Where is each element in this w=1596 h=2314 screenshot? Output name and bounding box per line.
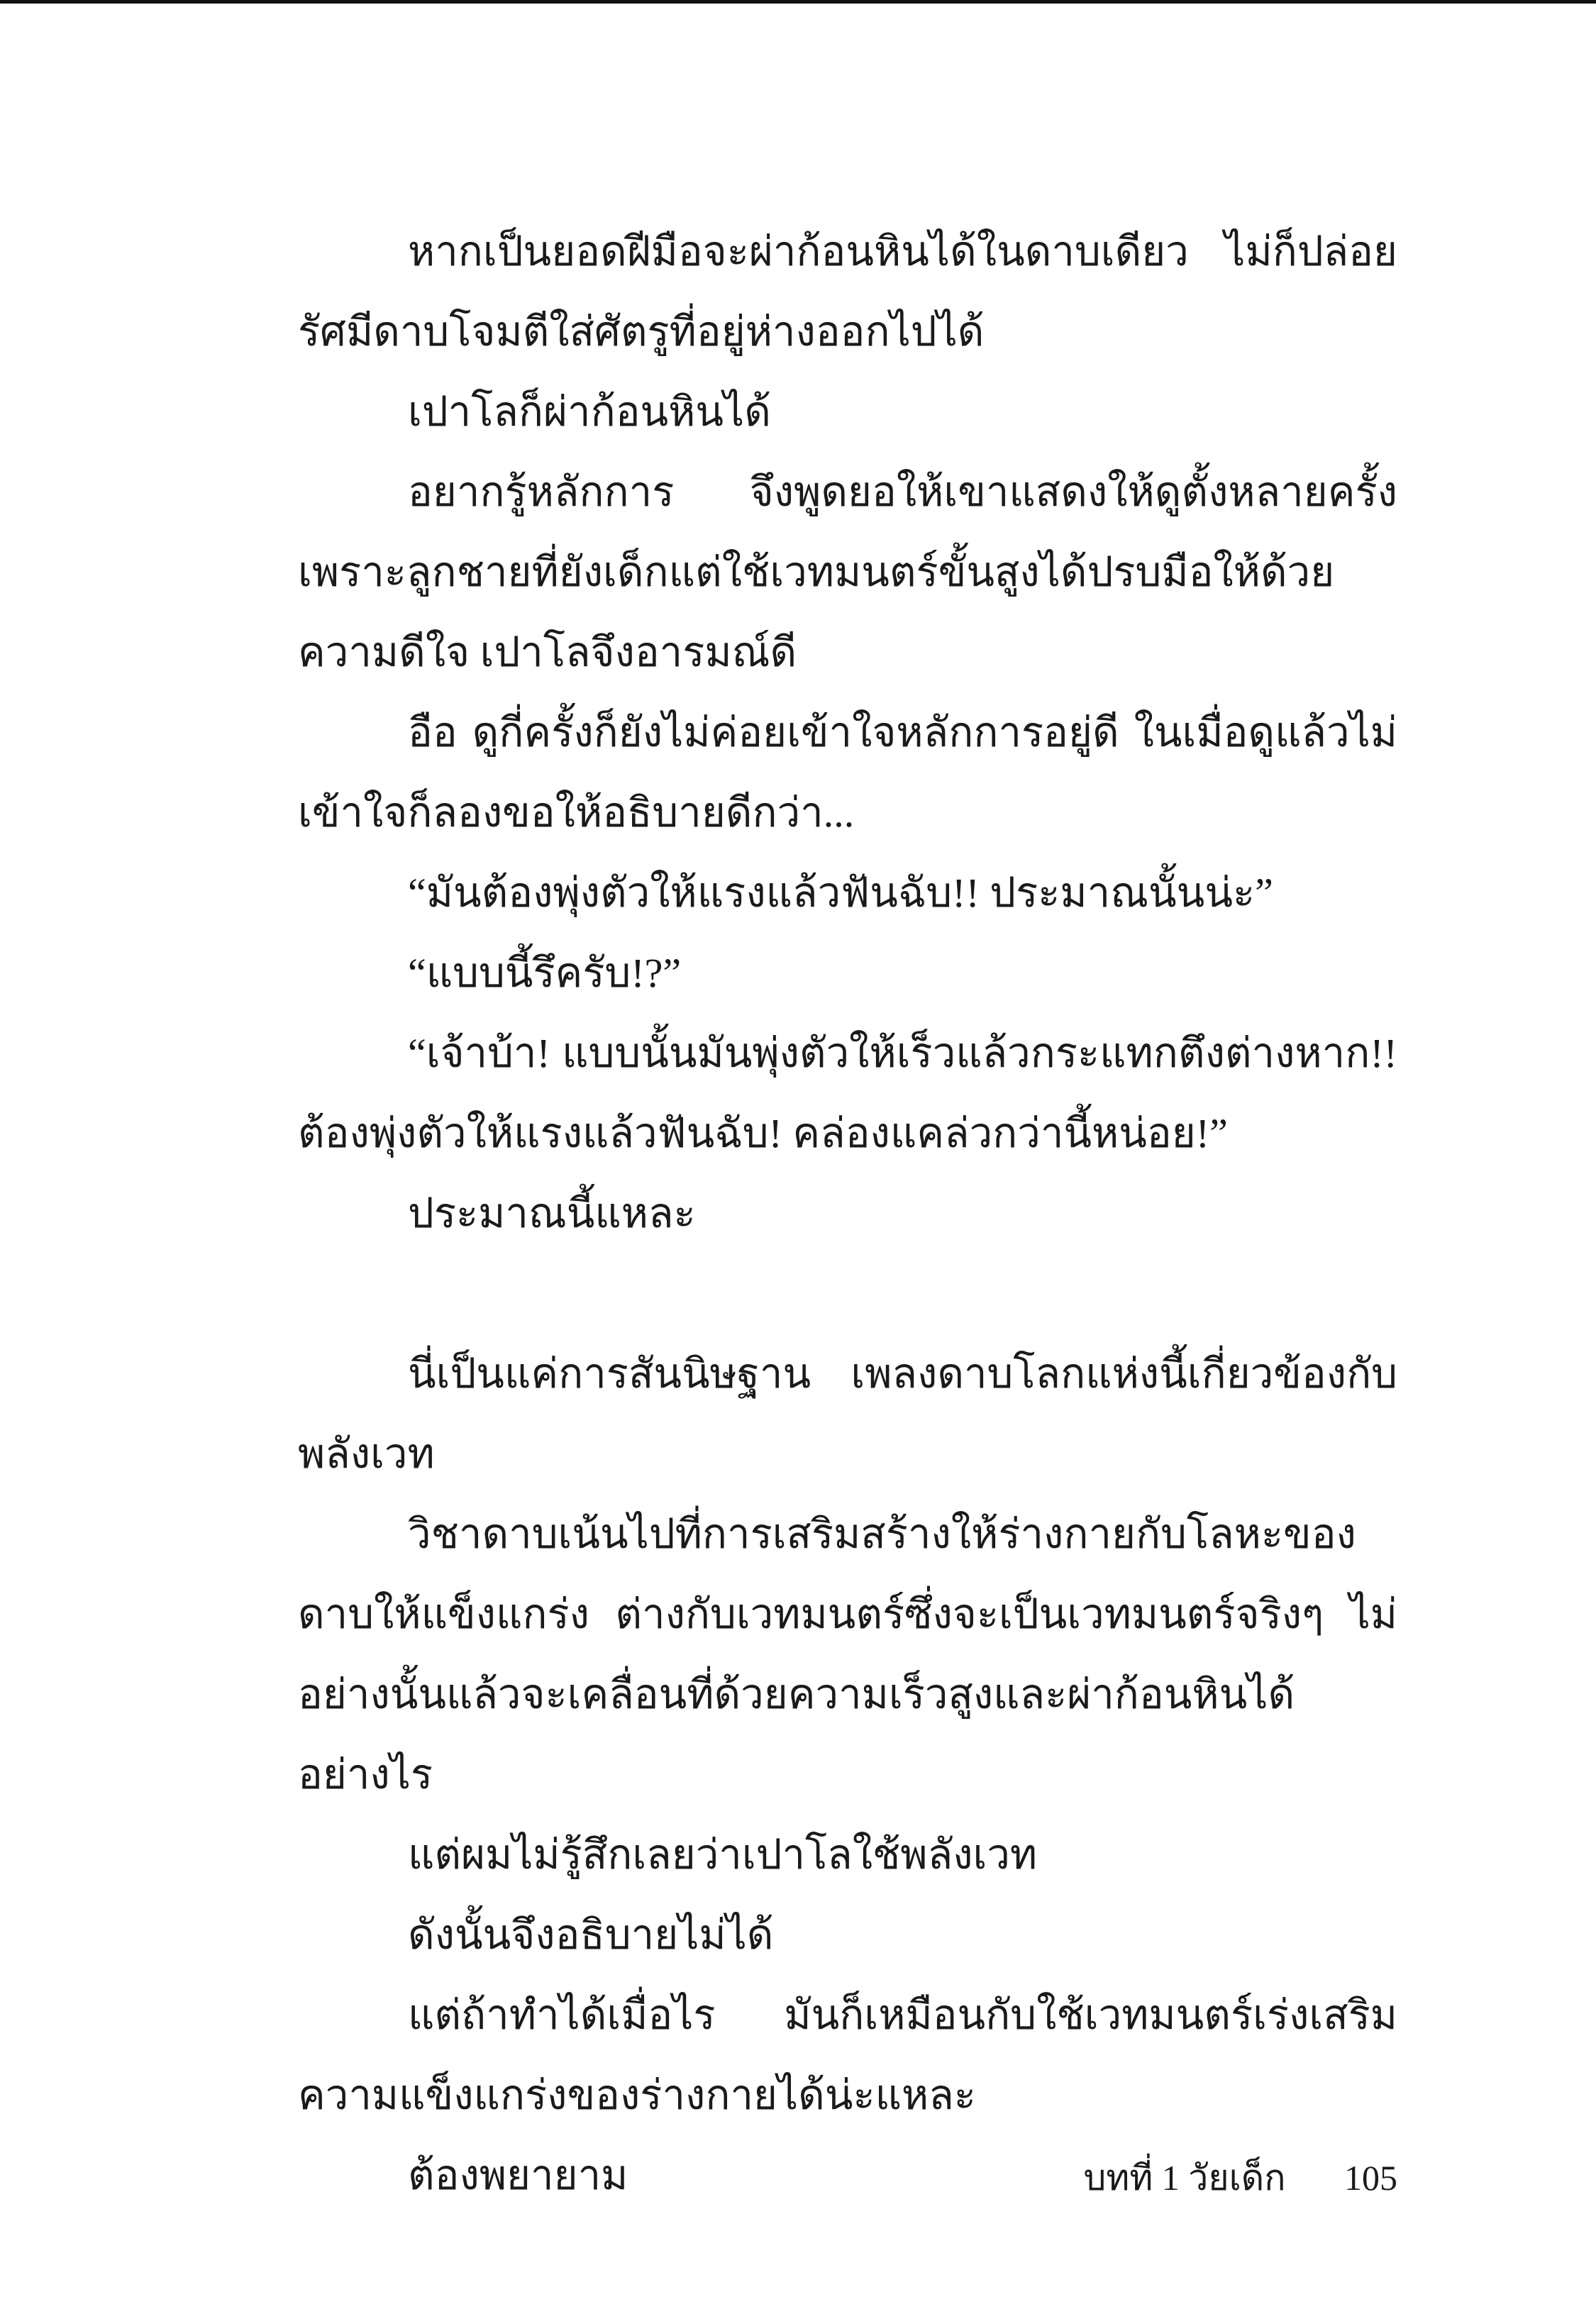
dialogue-paragraph: “เจ้าบ้า! แบบนั้นมันพุ่งตัวให้เร็วแล้วกระแทกตึงต่างหาก!! ต้องพุ่งตัวให้แรงแล้วฟันฉับ! คล่องแคล่วกว่านี้หน่อย!” [298, 1030, 1397, 1156]
paragraph: ประมาณนี้แหละ [408, 1190, 696, 1236]
page-number: 105 [1344, 2158, 1397, 2198]
dialogue-paragraph: “มันต้องพุ่งตัวให้แรงแล้วฟันฉับ!! ประมาณนั้นน่ะ” [408, 870, 1273, 916]
paragraph: แต่ผมไม่รู้สึกเลยว่าเปาโลใช้พลังเวท [408, 1832, 1038, 1878]
paragraph: อยากรู้หลักการ จึงพูดยอให้เขาแสดงให้ดูตั้งหลายครั้ง เพราะลูกชายที่ยังเด็กแต่ใช้เวทมนตร์ขั้นสูงได้ปรบมือให้ด้วยความดีใจ เปาโลจึงอารมณ์ดี [298, 469, 1397, 675]
running-footer [1084, 2142, 1397, 2213]
paragraph: แต่ถ้าทำได้เมื่อไร มันก็เหมือนกับใช้เวทมนตร์เร่งเสริมความแข็งแกร่งของร่างกายได้น่ะแหละ [298, 1992, 1397, 2118]
scene-break [298, 1253, 1397, 1334]
page-body [298, 211, 1397, 2215]
paragraph: ต้องพยายาม [408, 2152, 628, 2198]
dialogue-paragraph: “แบบนี้รึครับ!?” [408, 950, 682, 996]
paragraph: หากเป็นยอดฝีมือจะผ่าก้อนหินได้ในดาบเดียว ไม่ก็ปล่อยรัศมีดาบโจมตีใส่ศัตรูที่อยู่ห่างออกไปได้ [298, 228, 1397, 355]
paragraph: นี่เป็นแค่การสันนิษฐาน เพลงดาบโลกแห่งนี้เกี่ยวข้องกับพลังเวท [298, 1351, 1397, 1477]
paragraph: วิชาดาบเน้นไปที่การเสริมสร้างให้ร่างกายกับโลหะของดาบให้แข็งแกร่ง ต่างกับเวทมนตร์ซึ่งจะเป็นเวทมนตร์จริงๆ ไม่อย่างนั้นแล้วจะเคลื่อนที่ด้วยความเร็วสูงและผ่าก้อนหินได้อย่างไร [298, 1511, 1397, 1798]
top-edge-rule [0, 0, 1596, 4]
chapter-title: บทที่ 1 วัยเด็ก [1083, 2158, 1286, 2198]
paragraph: ดังนั้นจึงอธิบายไม่ได้ [408, 1912, 774, 1958]
paragraph: อือ ดูกี่ครั้งก็ยังไม่ค่อยเข้าใจหลักการอยู่ดี ในเมื่อดูแล้วไม่เข้าใจก็ลองขอให้อธิบายดีกว่า... [298, 709, 1397, 836]
paragraph: เปาโลก็ผ่าก้อนหินได้ [408, 389, 771, 435]
